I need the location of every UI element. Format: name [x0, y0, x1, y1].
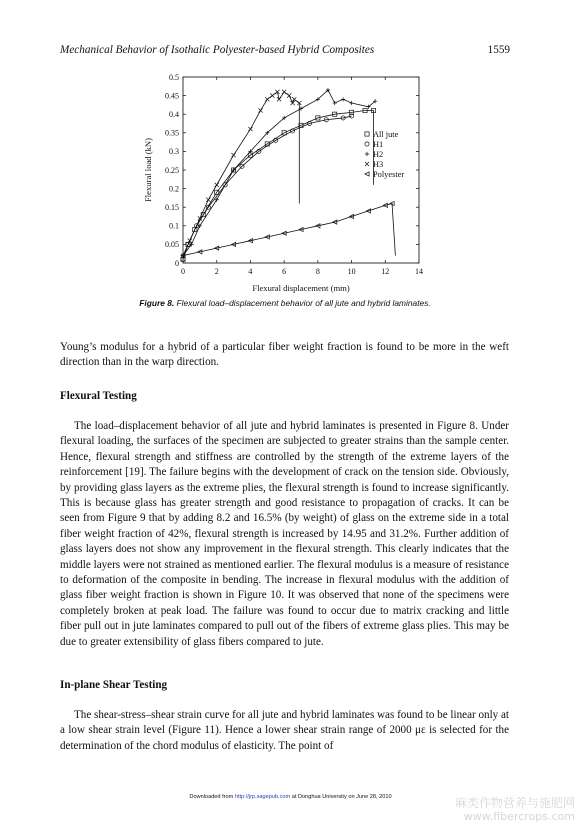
- y-tick-label: 0.25: [165, 165, 179, 175]
- data-point-h3: [248, 127, 252, 131]
- y-tick-label: 0.35: [165, 128, 179, 138]
- legend-marker-all-jute: [365, 132, 369, 136]
- y-tick-label: 0.2: [169, 184, 179, 194]
- heading-in-plane-shear-testing: In-plane Shear Testing: [60, 679, 168, 691]
- data-point-h3: [206, 198, 210, 202]
- data-point-h3: [282, 90, 286, 94]
- y-tick-label: 0.3: [169, 147, 179, 157]
- x-tick-label: 8: [315, 267, 320, 276]
- footer-link[interactable]: http://jrp.sagepub.com: [234, 794, 291, 800]
- data-point-h3: [292, 97, 296, 101]
- data-point-h3: [270, 94, 274, 98]
- data-point-h2: [341, 97, 345, 101]
- x-tick-label: 2: [214, 267, 219, 276]
- x-tick-label: 10: [347, 267, 356, 276]
- figure-caption-text: Flexural load–displacement behavior of all jute and hybrid laminates.: [174, 298, 431, 308]
- legend-label-all-jute: All jute: [373, 130, 399, 139]
- y-tick-label: 0.05: [165, 240, 179, 250]
- paragraph-intro: Young’s modulus for a hybrid of a particular fiber weight fraction is found to be more in the weft direction than in the warp direction.: [60, 341, 509, 369]
- legend-marker-polyester: [365, 172, 369, 176]
- x-tick-label: 4: [248, 267, 253, 276]
- y-tick-label: 0.45: [165, 91, 179, 101]
- journal-title: Mechanical Behavior of Isothalic Polyester-based Hybrid Composites: [60, 44, 375, 56]
- y-tick-label: 0.1: [169, 221, 179, 231]
- legend-marker-h3: [365, 162, 369, 166]
- x-axis-label: Flexural displacement (mm): [252, 283, 350, 293]
- x-tick-label: 0: [181, 267, 185, 276]
- paragraph-shear: The shear-stress–shear strain curve for all jute and hybrid laminates was found to be linear only at a low shear strain level (Figure 11). Hence a lower shear strain range of 2000 με is selected for the determination of the chord modulus of elasticity. The point of: [60, 709, 509, 752]
- y-tick-label: 0.4: [169, 110, 179, 119]
- paragraph-flexural: The load–displacement behavior of all jute and hybrid laminates is presented in Figure 8. Under flexural loading, the surfaces of the specimen are subjected to greater strains than the sample center. Hence, flexural strength and stiffness are controlled by the strength of the extreme layers of the reinforcement [19]. The failure begins with the development of crack on the tension side. Obviously, by providing glass layers as the extreme plies, the flexural strength is found to increase significantly. This is because glass has greater strength and good resistance to propagation of cracks. It can be seen from Figure 9 that by adding 8.2 and 16.5% (by weight) of glass on the extreme side in a total fiber weight fraction of 42%, flexural strength is increased by 14.95 and 31.2%. Further addition of glass layers does not show any improvement in the flexural strength. This clearly indicates that the middle layers were not strained as mentioned earlier. The flexural modulus is a measure of resistance to deformation of the composite in bending. The increase in flexural modulus with the addition of glass fiber weight fraction is shown in Figure 10. It was observed that none of the specimens were completely broken at peak load. The failure was found to occur due to matrix cracking and little fiber pull out in jute laminates compared to pull out of the fibers of extreme glass plies. This may be due to greater extensibility of glass fibers compared to jute.: [60, 420, 509, 648]
- data-point-h3: [231, 153, 235, 157]
- data-point-h3: [215, 183, 219, 187]
- page-number: 1559: [487, 44, 510, 56]
- heading-flexural-testing: Flexural Testing: [60, 390, 137, 402]
- footer-suffix: at Donghua University on June 28, 2010: [290, 794, 392, 800]
- series-line-all-jute: [183, 110, 373, 259]
- legend-marker-h1: [365, 142, 369, 146]
- legend-label-polyester: Polyester: [373, 170, 405, 179]
- series-line-h2: [183, 90, 375, 256]
- figure-caption: [60, 298, 510, 308]
- x-tick-label: 6: [282, 267, 287, 276]
- watermark-cn: 麻类作物营养与施肥网: [454, 796, 575, 810]
- footer-prefix: Downloaded from: [189, 794, 235, 800]
- data-point-h3: [258, 108, 262, 112]
- data-point-h3: [287, 94, 291, 98]
- data-point-h2: [349, 101, 353, 105]
- running-header: [60, 44, 510, 56]
- data-point-h3: [265, 97, 269, 101]
- watermark: [455, 796, 575, 824]
- data-point-h2: [333, 101, 337, 105]
- y-tick-label: 0.15: [165, 203, 179, 212]
- x-tick-label: 12: [381, 267, 390, 276]
- y-tick-label: 0: [175, 258, 179, 268]
- legend-label-h3: H3: [373, 160, 384, 169]
- watermark-url: www.fibercrops.com: [463, 810, 575, 823]
- legend-label-h1: H1: [373, 140, 384, 149]
- series-line-h3: [183, 92, 299, 256]
- data-point-h3: [290, 101, 294, 105]
- flexural-load-chart: [135, 66, 435, 298]
- y-axis-label: Flexural load (kN): [143, 138, 153, 202]
- y-tick-label: 0.5: [169, 72, 179, 82]
- figure-label: Figure 8.: [139, 298, 175, 308]
- legend-label-h2: H2: [373, 150, 384, 159]
- x-tick-label: 14: [415, 267, 423, 276]
- legend-marker-h2: [365, 152, 369, 156]
